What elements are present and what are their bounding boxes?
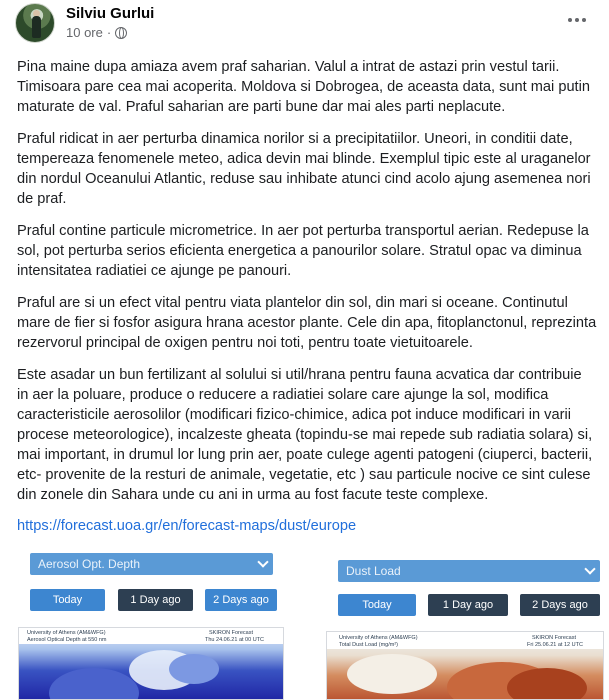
- one-day-ago-button[interactable]: 1 Day ago: [118, 589, 193, 611]
- post-paragraph: Este asadar un bun fertilizant al solului si util/hrana pentru fauna acvatica dar contribuie in aer la poluare, produce o reducere a radiatiei solare care ajunge la sol, modifica caracteristicile aerosolilor (modificari fizico-chimice, adica pot induce modificari in varii procese meteorologice), incalzeste gheata (topindu-se mai repede sub radiatia solara) si, mai important, in drumul lor lung prin aer, poate culege agenti patogeni (ciuperci, bacterii, etc- provenite de la resturi de animale, vegetatie, etc ) sau particule nocive ce sint culese din zonele din Sahara unde cu ani in urma au fost facute teste complexe.: [17, 367, 593, 503]
- map-sea-region: [347, 654, 437, 694]
- map-caption-source: University of Athens (AM&WFG): [339, 635, 418, 641]
- post-paragraph: Pina maine dupa amiaza avem praf saharian. Valul a intrat de astazi prin vestul tarii. Timisoara pare cea mai acoperita. Moldova si Dobrogea, de aceasta data, sunt mai putin maturate de val. Praful saharian are parti bune dar mai ales parti neplacute.: [17, 59, 590, 115]
- globe-icon: [115, 27, 127, 39]
- gallery-image-aerosol[interactable]: [12, 545, 290, 700]
- map-dust-plume: [49, 668, 139, 700]
- dust-load-map: [326, 631, 604, 700]
- map-caption-source: University of Athens (AM&WFG): [27, 630, 106, 636]
- two-days-ago-button[interactable]: 2 Days ago: [205, 589, 277, 611]
- map-caption-date: Thu 24.06.21 at 00 UTC: [205, 637, 265, 643]
- select-label: Dust Load: [346, 564, 401, 578]
- gallery-image-dust-load[interactable]: [318, 545, 609, 700]
- avatar-figure: [32, 16, 41, 38]
- post-time[interactable]: 10 ore: [66, 25, 103, 40]
- post-paragraph: Praful contine particule micrometrice. In aer pot perturba transportul aerian. Redepuse la sol, pot perturba serios eficienta energetica a panourilor solare. Stratul opac va diminua intensitatea radiatiei ce ajunge pe panouri.: [17, 223, 589, 279]
- map-caption-date: Fri 25.06.21 at 12 UTC: [527, 642, 583, 648]
- chevron-down-icon: [257, 556, 268, 567]
- one-day-ago-button[interactable]: 1 Day ago: [428, 594, 508, 616]
- aerosol-map: [18, 627, 284, 700]
- post-image-gallery[interactable]: [0, 545, 609, 700]
- post-header: [0, 0, 609, 44]
- map-land-region: [169, 654, 219, 684]
- map-caption-variable: Aerosol Optical Depth at 550 nm: [27, 637, 107, 643]
- map-dust-plume: [507, 668, 587, 700]
- today-button[interactable]: Today: [338, 594, 416, 616]
- chevron-down-icon: [584, 563, 595, 574]
- map-type-select[interactable]: [30, 553, 273, 575]
- post-link[interactable]: https://forecast.uoa.gr/en/forecast-maps/dust/europe: [17, 518, 357, 534]
- post-paragraph: Praful are si un efect vital pentru viata plantelor din sol, din mari si oceane. Continutul mare de fier si fosfor asigura hrana acestor plante. Cele din apa, fitoplanctonul, reprezinta rezervorul principal de oxigen pentru noi toti, pentru toate vietuitoarele.: [17, 295, 597, 351]
- map-type-select[interactable]: [338, 560, 600, 582]
- map-caption-model: SKIRON Forecast: [532, 635, 577, 641]
- post-text: [17, 57, 597, 536]
- post-meta: [66, 25, 127, 40]
- author-avatar[interactable]: [15, 3, 55, 43]
- two-days-ago-button[interactable]: 2 Days ago: [520, 594, 600, 616]
- map-caption-variable: Total Dust Load (mg/m²): [339, 642, 398, 648]
- today-button[interactable]: Today: [30, 589, 105, 611]
- map-caption-model: SKIRON Forecast: [209, 630, 254, 636]
- more-options-icon[interactable]: [561, 8, 593, 32]
- select-label: Aerosol Opt. Depth: [38, 557, 141, 571]
- post-paragraph: Praful ridicat in aer perturba dinamica norilor si a precipitatiilor. Uneori, in conditii date, tempereaza fenomenele meteo, adica devin mai blinde. Exemplul tipic este al uraganelor din nordul Oceanului Atlantic, reduse sau inhibate atunci cind acolo ajung asemenea nori de praf.: [17, 131, 591, 207]
- meta-separator: ·: [106, 25, 112, 40]
- author-name[interactable]: Silviu Gurlui: [66, 5, 155, 22]
